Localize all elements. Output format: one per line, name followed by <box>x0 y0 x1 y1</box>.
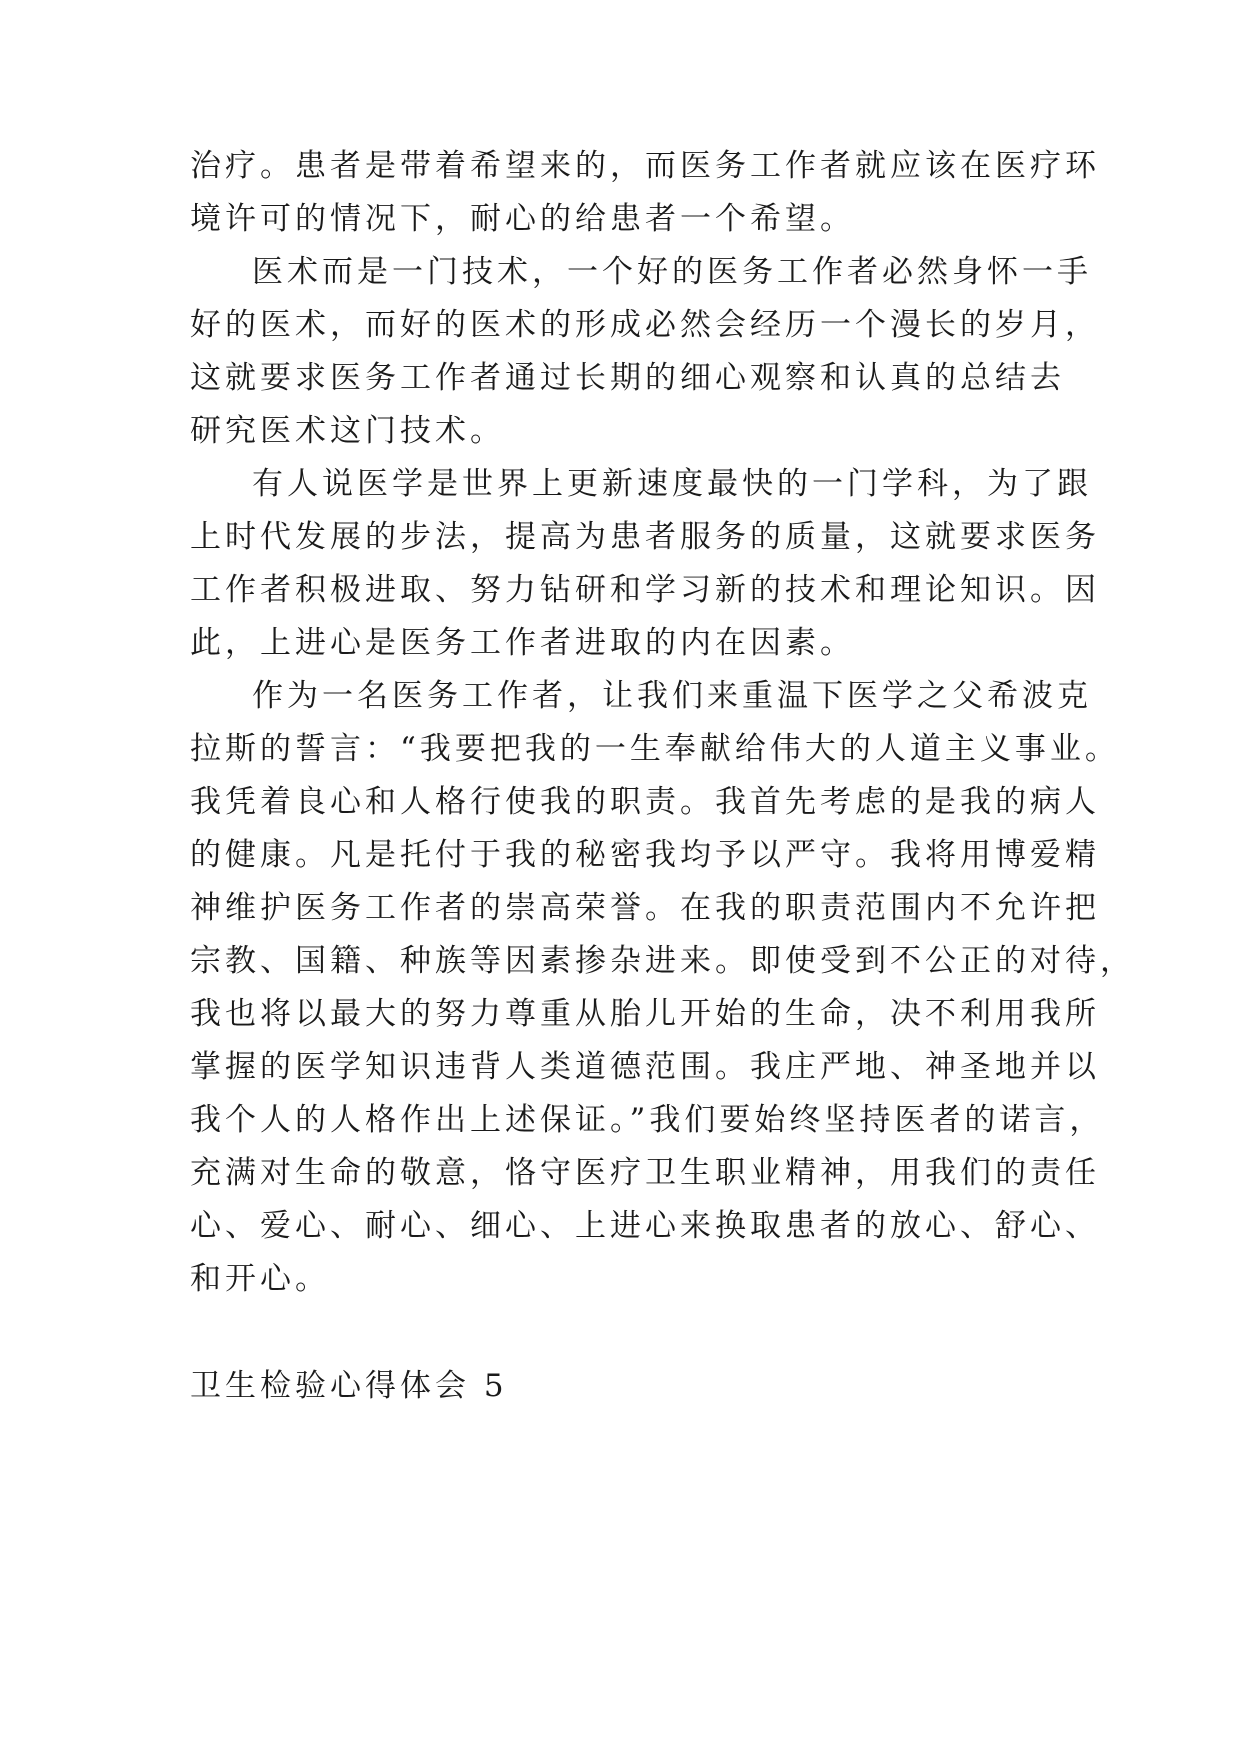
text-line: 治疗。患者是带着希望来的，而医务工作者就应该在医疗环 <box>190 148 1100 184</box>
text-line: 掌握的医学知识违背人类道德范围。我庄严地、神圣地并以 <box>190 1049 1100 1085</box>
text-line: 研究医术这门技术。 <box>190 413 505 449</box>
paragraph-first-line: 医术而是一门技术，一个好的医务工作者必然身怀一手 <box>252 254 1092 290</box>
text-line: 此，上进心是医务工作者进取的内在因素。 <box>190 625 855 661</box>
text-line: 心、爱心、耐心、细心、上进心来换取患者的放心、舒心、 <box>190 1208 1100 1244</box>
text-line: 我也将以最大的努力尊重从胎儿开始的生命，决不利用我所 <box>190 996 1100 1032</box>
section-heading: 卫生检验心得体会 5 <box>190 1368 508 1404</box>
text-line: 神维护医务工作者的崇高荣誉。在我的职责范围内不允许把 <box>190 890 1100 926</box>
text-line: 境许可的情况下，耐心的给患者一个希望。 <box>190 201 855 237</box>
text-line: 这就要求医务工作者通过长期的细心观察和认真的总结去 <box>190 360 1065 396</box>
text-line: 我个人的人格作出上述保证。”我们要始终坚持医者的诺言， <box>190 1102 1105 1138</box>
text-line: 和开心。 <box>190 1261 330 1297</box>
text-line: 的健康。凡是托付于我的秘密我均予以严守。我将用博爱精 <box>190 837 1100 873</box>
text-line: 充满对生命的敬意，恪守医疗卫生职业精神，用我们的责任 <box>190 1155 1100 1191</box>
text-line: 拉斯的誓言：“我要把我的一生奉献给伟大的人道主义事业。 <box>190 731 1120 767</box>
text-line: 我凭着良心和人格行使我的职责。我首先考虑的是我的病人 <box>190 784 1100 820</box>
text-line: 好的医术，而好的医术的形成必然会经历一个漫长的岁月， <box>190 307 1100 343</box>
text-line: 上时代发展的步法，提高为患者服务的质量，这就要求医务 <box>190 519 1100 555</box>
paragraph-first-line: 作为一名医务工作者，让我们来重温下医学之父希波克 <box>252 678 1092 714</box>
text-line: 宗教、国籍、种族等因素掺杂进来。即使受到不公正的对待， <box>190 943 1135 979</box>
text-line: 工作者积极进取、努力钻研和学习新的技术和理论知识。因 <box>190 572 1100 608</box>
paragraph-first-line: 有人说医学是世界上更新速度最快的一门学科，为了跟 <box>252 466 1092 502</box>
